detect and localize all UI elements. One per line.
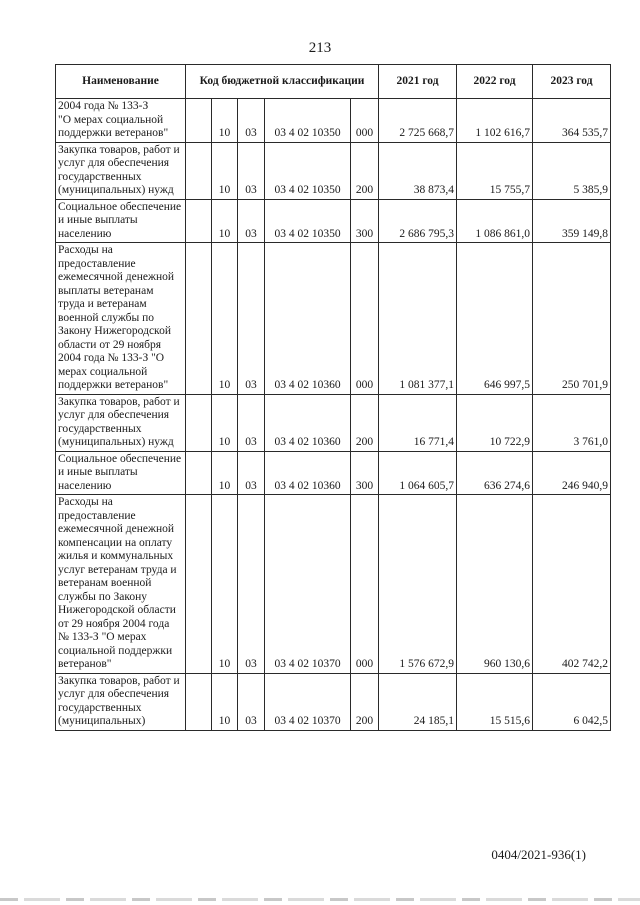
row-value-2021: 1 081 377,1 (379, 243, 457, 395)
row-expense-type-code: 200 (351, 394, 379, 451)
row-value-2021: 16 771,4 (379, 394, 457, 451)
row-section-code: 10 (212, 673, 238, 730)
row-value-2023: 246 940,9 (533, 451, 611, 495)
row-name: 2004 года № 133-З "О мерах социальной поддержки ветеранов" (56, 99, 186, 143)
row-section-code: 10 (212, 99, 238, 143)
header-row (56, 65, 611, 99)
row-subsection-code: 03 (238, 243, 265, 395)
row-expense-type-code: 300 (351, 451, 379, 495)
row-name: Закупка товаров, работ и услуг для обеспечения государственных (муниципальных) нужд (56, 394, 186, 451)
row-section-code: 10 (212, 199, 238, 243)
row-blank (186, 394, 212, 451)
row-expense-type-code: 000 (351, 495, 379, 674)
row-expense-type-code: 200 (351, 673, 379, 730)
table-row (56, 495, 611, 674)
page-number: 213 (308, 40, 332, 56)
row-subsection-code: 03 (238, 451, 265, 495)
row-value-2022: 15 755,7 (457, 142, 533, 199)
row-value-2023: 5 385,9 (533, 142, 611, 199)
row-target-code: 03 4 02 10360 (265, 243, 351, 395)
header-2021: 2021 год (379, 65, 457, 99)
row-target-code: 03 4 02 10370 (265, 495, 351, 674)
row-target-code: 03 4 02 10360 (265, 451, 351, 495)
row-section-code: 10 (212, 451, 238, 495)
row-value-2022: 15 515,6 (457, 673, 533, 730)
document-code: 0404/2021-936(1) (491, 847, 586, 862)
table-row (56, 199, 611, 243)
row-name: Расходы на предоставление ежемесячной денежной компенсации на оплату жилья и коммунальных услуг ветеранам труда и ветеранам военной службы по Закону Нижегородской области от 29 ноября 2004 года № 133-З "О мерах социальной поддержки ветеранов" (56, 495, 186, 674)
header-classification: Код бюджетной классификации (186, 65, 379, 99)
row-subsection-code: 03 (238, 199, 265, 243)
row-name: Расходы на предоставление ежемесячной денежной выплаты ветеранам труда и ветеранам военной службы по Закону Нижегородской области от 29 ноября 2004 года № 133-З "О мерах социальной поддержки ветеранов" (56, 243, 186, 395)
row-section-code: 10 (212, 243, 238, 395)
row-value-2022: 636 274,6 (457, 451, 533, 495)
row-section-code: 10 (212, 495, 238, 674)
row-subsection-code: 03 (238, 495, 265, 674)
row-value-2021: 38 873,4 (379, 142, 457, 199)
row-blank (186, 199, 212, 243)
row-name: Социальное обеспечение и иные выплаты населению (56, 199, 186, 243)
row-value-2023: 402 742,2 (533, 495, 611, 674)
row-target-code: 03 4 02 10350 (265, 99, 351, 143)
row-target-code: 03 4 02 10350 (265, 199, 351, 243)
row-value-2021: 1 064 605,7 (379, 451, 457, 495)
row-value-2022: 960 130,6 (457, 495, 533, 674)
row-blank (186, 495, 212, 674)
row-expense-type-code: 000 (351, 99, 379, 143)
header-name: Наименование (56, 65, 186, 99)
row-subsection-code: 03 (238, 394, 265, 451)
row-value-2021: 2 686 795,3 (379, 199, 457, 243)
row-value-2023: 359 149,8 (533, 199, 611, 243)
row-value-2021: 1 576 672,9 (379, 495, 457, 674)
table-row (56, 142, 611, 199)
row-blank (186, 99, 212, 143)
row-expense-type-code: 200 (351, 142, 379, 199)
row-expense-type-code: 300 (351, 199, 379, 243)
row-value-2021: 24 185,1 (379, 673, 457, 730)
row-blank (186, 142, 212, 199)
row-target-code: 03 4 02 10350 (265, 142, 351, 199)
row-blank (186, 451, 212, 495)
row-blank (186, 673, 212, 730)
row-subsection-code: 03 (238, 142, 265, 199)
table-row (56, 243, 611, 395)
table-row (56, 394, 611, 451)
table-row (56, 99, 611, 143)
row-value-2023: 6 042,5 (533, 673, 611, 730)
row-section-code: 10 (212, 142, 238, 199)
row-value-2022: 1 102 616,7 (457, 99, 533, 143)
row-expense-type-code: 000 (351, 243, 379, 395)
row-name: Социальное обеспечение и иные выплаты населению (56, 451, 186, 495)
header-2023: 2023 год (533, 65, 611, 99)
row-target-code: 03 4 02 10360 (265, 394, 351, 451)
row-name: Закупка товаров, работ и услуг для обеспечения государственных (муниципальных) (56, 673, 186, 730)
table-row (56, 673, 611, 730)
header-2022: 2022 год (457, 65, 533, 99)
row-value-2021: 2 725 668,7 (379, 99, 457, 143)
row-name: Закупка товаров, работ и услуг для обеспечения государственных (муниципальных) нужд (56, 142, 186, 199)
row-target-code: 03 4 02 10370 (265, 673, 351, 730)
row-subsection-code: 03 (238, 673, 265, 730)
row-value-2022: 646 997,5 (457, 243, 533, 395)
row-value-2022: 10 722,9 (457, 394, 533, 451)
row-subsection-code: 03 (238, 99, 265, 143)
table-row (56, 451, 611, 495)
row-section-code: 10 (212, 394, 238, 451)
row-value-2023: 364 535,7 (533, 99, 611, 143)
row-value-2022: 1 086 861,0 (457, 199, 533, 243)
budget-table (55, 64, 611, 731)
row-value-2023: 3 761,0 (533, 394, 611, 451)
scan-artifact (0, 898, 640, 901)
row-value-2023: 250 701,9 (533, 243, 611, 395)
row-blank (186, 243, 212, 395)
